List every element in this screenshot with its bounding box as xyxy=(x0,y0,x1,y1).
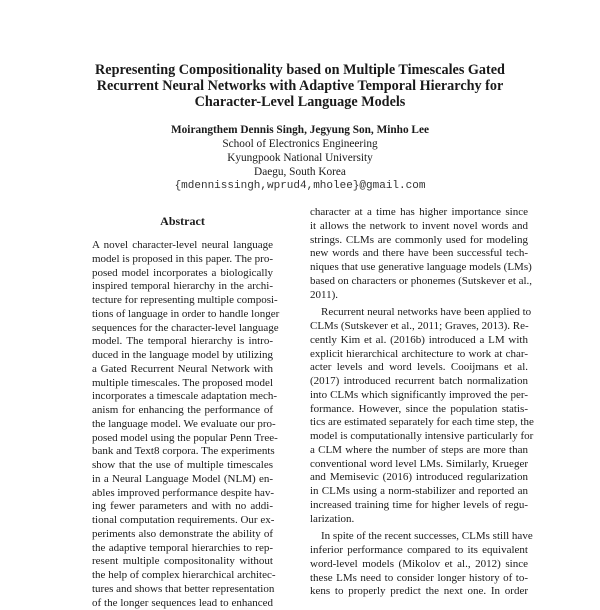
text-line: resent multiple compositonality without xyxy=(92,555,273,569)
text-line: inferior performance compared to its equivalent xyxy=(310,544,528,558)
text-line: model is proposed in this paper. The pro- xyxy=(92,253,273,267)
text-line: model is computationally intensive particularly for xyxy=(310,430,528,444)
text-line: of the longer sequences lead to enhanced xyxy=(92,597,273,610)
text-line: Recurrent neural networks have been applied to xyxy=(310,306,528,320)
text-line: ables improved performance despite hav- xyxy=(92,487,273,501)
text-line: cently Kim et al. (2016b) introduced a LM with xyxy=(310,334,528,348)
text-line: the adaptive temporal hierarchies to rep- xyxy=(92,542,273,556)
abstract-heading: Abstract xyxy=(92,214,273,229)
text-line: a CLM where the number of steps are more than xyxy=(310,444,528,458)
text-line: (2017) introduced recurrent batch normalization xyxy=(310,375,528,389)
text-line: strings. CLMs are commonly used for modeling xyxy=(310,234,528,248)
title-line: Character-Level Language Models xyxy=(0,94,600,110)
affiliation-line: Kyungpook National University xyxy=(0,151,600,165)
text-line: incorporates a timescale adaptation mech- xyxy=(92,390,273,404)
text-line: posed model incorporates a biologically xyxy=(92,267,273,281)
text-line: in a Neural Language Model (NLM) en- xyxy=(92,473,273,487)
text-line: tecture for representing multiple composi- xyxy=(92,294,273,308)
text-line: word-level models (Mikolov et al., 2012) since xyxy=(310,558,528,572)
text-line: bank and Text8 corpora. The experiments xyxy=(92,445,273,459)
text-line: A novel character-level neural language xyxy=(92,239,273,253)
text-line: in CLMs using a norm-stabilizer and reported an xyxy=(310,485,528,499)
text-line: 2011). xyxy=(310,289,528,303)
text-line: character at a time has higher importance since xyxy=(310,206,528,220)
text-line: duced in the language model by utilizing xyxy=(92,349,273,363)
text-line: a Gated Recurrent Neural Network with xyxy=(92,363,273,377)
text-line: anism for enhancing the performance of xyxy=(92,404,273,418)
affiliation-line: School of Electronics Engineering xyxy=(0,137,600,151)
text-line: tional computation requirements. Our ex- xyxy=(92,514,273,528)
text-line: these LMs need to consider longer history of to- xyxy=(310,572,528,586)
body-text xyxy=(310,206,528,599)
text-line: kens to properly predict the next one. In order xyxy=(310,585,528,599)
text-line: periments also demonstrate the ability of xyxy=(92,528,273,542)
text-line: into CLMs which significantly improved the per- xyxy=(310,389,528,403)
text-line: show that the use of multiple timescales xyxy=(92,459,273,473)
text-line: tions of language in order to handle longer xyxy=(92,308,273,322)
text-line: formance. However, since the population statis- xyxy=(310,403,528,417)
text-line: multiple timescales. The proposed model xyxy=(92,377,273,391)
abstract-text xyxy=(92,239,273,600)
text-line: ing fewer parameters and with no addi- xyxy=(92,500,273,514)
text-line: model. The temporal hierarchy is intro- xyxy=(92,335,273,349)
text-line: In spite of the recent successes, CLMs still have xyxy=(310,530,528,544)
title-line: Recurrent Neural Networks with Adaptive Temporal Hierarchy for xyxy=(0,78,600,94)
text-line: sequences for the character-level language xyxy=(92,322,273,336)
text-line: niques that use generative language models (LMs) xyxy=(310,261,528,275)
text-line: posed model using the popular Penn Tree- xyxy=(92,432,273,446)
text-line: tures and shows that better representation xyxy=(92,583,273,597)
text-line: inspired temporal hierarchy in the archi- xyxy=(92,280,273,294)
author-email: {mdennissingh,wprud4,mholee}@gmail.com xyxy=(0,179,600,193)
title-line: Representing Compositionality based on Multiple Timescales Gated xyxy=(0,62,600,78)
author-names: Moirangthem Dennis Singh, Jegyung Son, Minho Lee xyxy=(0,123,600,137)
paper-title xyxy=(0,62,600,110)
text-line: larization. xyxy=(310,513,528,527)
text-line: conventional word level LMs. Similarly, Krueger xyxy=(310,458,528,472)
text-line: new words and there have been successful tech- xyxy=(310,247,528,261)
affiliation-line: Daegu, South Korea xyxy=(0,165,600,179)
text-line: based on characters or phonemes (Sutskever et al., xyxy=(310,275,528,289)
text-line: explicit hierarchical architecture to work at char- xyxy=(310,348,528,362)
text-line: the help of complex hierarchical architec- xyxy=(92,569,273,583)
text-line: acter levels and word levels. Cooijmans et al. xyxy=(310,361,528,375)
text-line: it allows the network to invent novel words and xyxy=(310,220,528,234)
text-line: and Memisevic (2016) introduced regularization xyxy=(310,471,528,485)
text-line: tics are estimated separately for each time step, the xyxy=(310,416,528,430)
text-line: CLMs (Sutskever et al., 2011; Graves, 2013). Re- xyxy=(310,320,528,334)
text-line: the language model. We evaluate our pro- xyxy=(92,418,273,432)
author-block xyxy=(0,123,600,193)
text-line: increased training time for higher levels of regu- xyxy=(310,499,528,513)
